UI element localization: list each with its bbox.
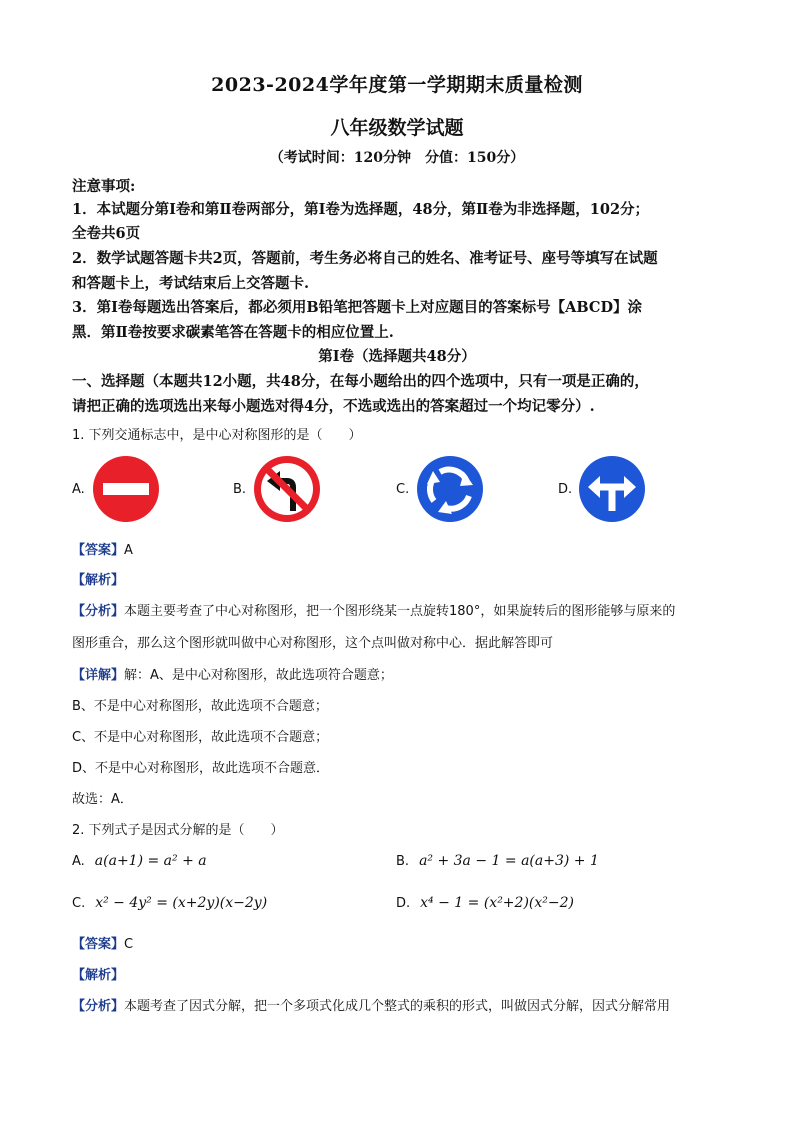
note-3-line-2: 黑．第Ⅱ卷按要求碳素笔答在答题卡的相应位置上.	[72, 324, 394, 341]
q2-stem: 2. 下列式子是因式分解的是（ ）	[72, 823, 284, 838]
q2-option-b-expr: a² + 3a − 1 = a(a+3) + 1	[419, 853, 599, 869]
section-instructions-line-2: 请把正确的选项选出来每小题选对得4分，不选或选出的答案超过一个均记零分）.	[72, 398, 595, 415]
q1-fenxi-line-1	[72, 600, 675, 619]
q2-option-c-expr: x² − 4y² = (x+2y)(x−2y)	[95, 895, 268, 911]
q1-option-c-label: C.	[396, 482, 410, 497]
q1-conclusion: 故选：A．	[72, 792, 133, 807]
q2-option-b	[396, 853, 599, 869]
q2-answer-value: C	[124, 937, 134, 952]
q1-detail-line-1	[72, 664, 393, 683]
answer-tag: 【答案】	[72, 543, 125, 558]
q1-fenxi-line-2: 图形重合，那么这个图形就叫做中心对称图形，这个点叫做对称中心．据此解答即可	[72, 636, 554, 651]
analysis-tag: 【解析】	[72, 968, 125, 983]
q1-answer	[72, 539, 133, 558]
q1-option-b-label: B.	[233, 482, 247, 497]
q2-answer	[72, 933, 133, 952]
left-or-right-turn-sign-icon	[578, 455, 646, 523]
section-instructions-line-1: 一、选择题（本题共12小题，共48分，在每小题给出的四个选项中，只有一项是正确的，	[72, 373, 649, 390]
q2-option-d-expr: x⁴ − 1 = (x²+2)(x²−2)	[420, 895, 574, 911]
q1-fenxi-text-1: 本题主要考查了中心对称图形，把一个图形绕某一点旋转180°，如果旋转后的图形能够与原来的	[124, 604, 676, 619]
exam-info: （考试时间：120分钟 分值：150分）	[269, 150, 525, 166]
q2-option-d-label: D.	[396, 896, 411, 911]
roundabout-sign-icon	[416, 455, 484, 523]
note-1-line-1: 1．本试题分第Ⅰ卷和第Ⅱ卷两部分，第Ⅰ卷为选择题，48分，第Ⅱ卷为非选择题，102分；	[72, 201, 650, 218]
q1-options	[0, 455, 794, 525]
q2-fenxi-line-1	[72, 995, 670, 1014]
section-title: 第Ⅰ卷（选择题共48分）	[318, 348, 476, 365]
q1-analysis-tag	[72, 569, 124, 588]
exam-title: 2023-2024学年度第一学期期末质量检测	[211, 74, 583, 96]
q1-option-a-label: A.	[72, 482, 85, 497]
q2-option-c	[72, 895, 267, 911]
q2-option-d	[396, 895, 574, 911]
analysis-tag: 【解析】	[72, 573, 125, 588]
q2-option-a-label: A.	[72, 854, 85, 869]
note-3-line-1: 3．第Ⅰ卷每题选出答案后，都必须用B铅笔把答题卡上对应题目的答案标号【ABCD】涂	[72, 299, 643, 316]
q1-detail-line-2: B、不是中心对称图形，故此选项不合题意；	[72, 699, 328, 714]
q2-option-b-label: B.	[396, 854, 410, 869]
q2-analysis-tag	[72, 964, 124, 983]
note-1-line-2: 全卷共6页	[72, 225, 141, 242]
fenxi-tag: 【分析】	[72, 999, 125, 1014]
q1-detail-line-3: C、不是中心对称图形，故此选项不合题意；	[72, 730, 329, 745]
q1-detail-text-1: 解：A、是中心对称图形，故此选项符合题意；	[124, 668, 393, 683]
note-2-line-1: 2．数学试题答题卡共2页，答题前，考生务必将自己的姓名、准考证号、座号等填写在试题	[72, 250, 658, 267]
note-2-line-2: 和答题卡上，考试结束后上交答题卡.	[72, 275, 310, 292]
q1-answer-value: A	[124, 543, 133, 558]
q2-fenxi-text-1: 本题考查了因式分解，把一个多项式化成几个整式的乘积的形式，叫做因式分解，因式分解常用	[124, 999, 671, 1014]
exam-subtitle: 八年级数学试题	[330, 117, 464, 139]
notes-heading: 注意事项:	[72, 178, 136, 195]
fenxi-tag: 【分析】	[72, 604, 125, 619]
no-left-turn-sign-icon	[253, 455, 321, 523]
q1-option-d-label: D.	[558, 482, 573, 497]
q2-option-c-label: C.	[72, 896, 86, 911]
answer-tag: 【答案】	[72, 937, 125, 952]
detail-tag: 【详解】	[72, 668, 125, 683]
q1-detail-line-4: D、不是中心对称图形，故此选项不合题意．	[72, 761, 330, 776]
q1-stem: 1. 下列交通标志中，是中心对称图形的是（ ）	[72, 428, 362, 443]
q2-option-a-expr: a(a+1) = a² + a	[94, 853, 207, 869]
q2-option-a	[72, 853, 207, 869]
no-entry-sign-icon	[92, 455, 160, 523]
